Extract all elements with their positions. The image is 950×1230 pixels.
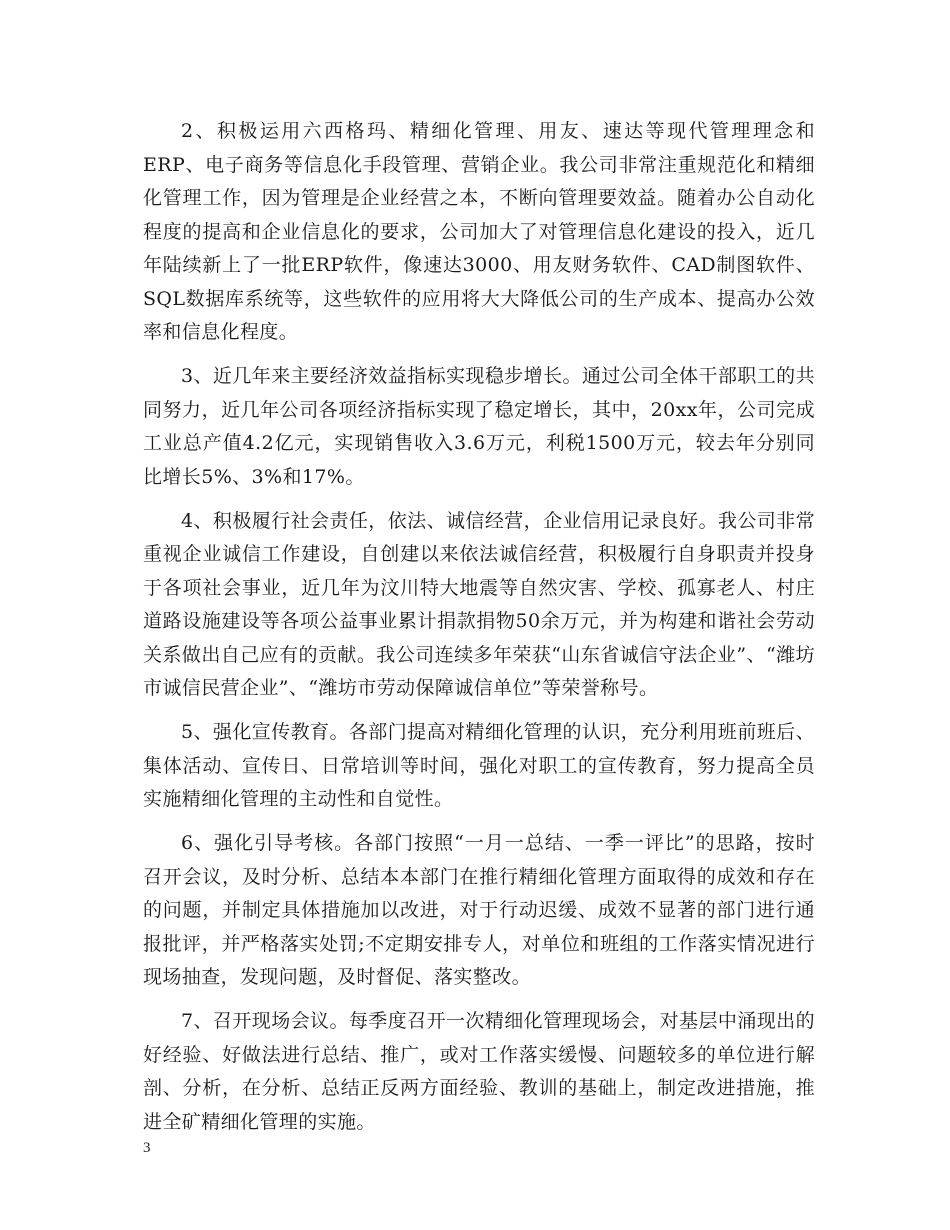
paragraph-item-2: 2、积极运用六西格玛、精细化管理、用友、速达等现代管理理念和ERP、电子商务等信息化手段管理、营销企业。我公司非常注重规范化和精细化管理工作，因为管理是企业经营之本，不断向管理要效益。随着办公自动化程度的提高和企业信息化的要求，公司加大了对管理信息化建设的投入，近几年陆续新上了一批ERP软件，像速达3000、用友财务软件、CAD制图软件、SQL数据库系统等，这些软件的应用将大大降低公司的生产成本、提高办公效率和信息化程度。	[143, 120, 815, 343]
paragraph-item-3: 3、近几年来主要经济效益指标实现稳步增长。通过公司全体干部职工的共同努力，近几年公司各项经济指标实现了稳定增长，其中，20xx年，公司完成工业总产值4.2亿元，实现销售收入3.6万元，利税1500万元，较去年分别同比增长5%、3%和17%。	[143, 365, 815, 488]
paragraph-item-6: 6、强化引导考核。各部门按照“一月一总结、一季一评比”的思路，按时召开会议，及时分析、总结本本部门在推行精细化管理方面取得的成效和存在的问题，并制定具体措施加以改进，对于行动迟缓、成效不显著的部门进行通报批评，并严格落实处罚;不定期安排专人，对单位和班组的工作落实情况进行现场抽查，发现问题，及时督促、落实整改。	[143, 832, 815, 988]
page-number: 3	[143, 1140, 151, 1156]
paragraph-item-7: 7、召开现场会议。每季度召开一次精细化管理现场会，对基层中涌现出的好经验、好做法进行总结、推广，或对工作落实缓慢、问题较多的单位进行解剖、分析，在分析、总结正反两方面经验、教训的基础上，制定改进措施，推进全矿精细化管理的实施。	[143, 1010, 815, 1133]
paragraph-item-5: 5、强化宣传教育。各部门提高对精细化管理的认识，充分利用班前班后、集体活动、宣传日、日常培训等时间，强化对职工的宣传教育，努力提高全员实施精细化管理的主动性和自觉性。	[143, 721, 815, 810]
paragraph-item-4: 4、积极履行社会责任，依法、诚信经营，企业信用记录良好。我公司非常重视企业诚信工作建设，自创建以来依法诚信经营，积极履行自身职责并投身于各项社会事业，近几年为汶川特大地震等自然灾害、学校、孤寡老人、村庄道路设施建设等各项公益事业累计捐款捐物50余万元，并为构建和谐社会劳动关系做出自己应有的贡献。我公司连续多年荣获“山东省诚信守法企业”、“潍坊市诚信民营企业”、“潍坊市劳动保障诚信单位”等荣誉称号。	[143, 509, 815, 699]
document-body	[143, 115, 815, 1150]
